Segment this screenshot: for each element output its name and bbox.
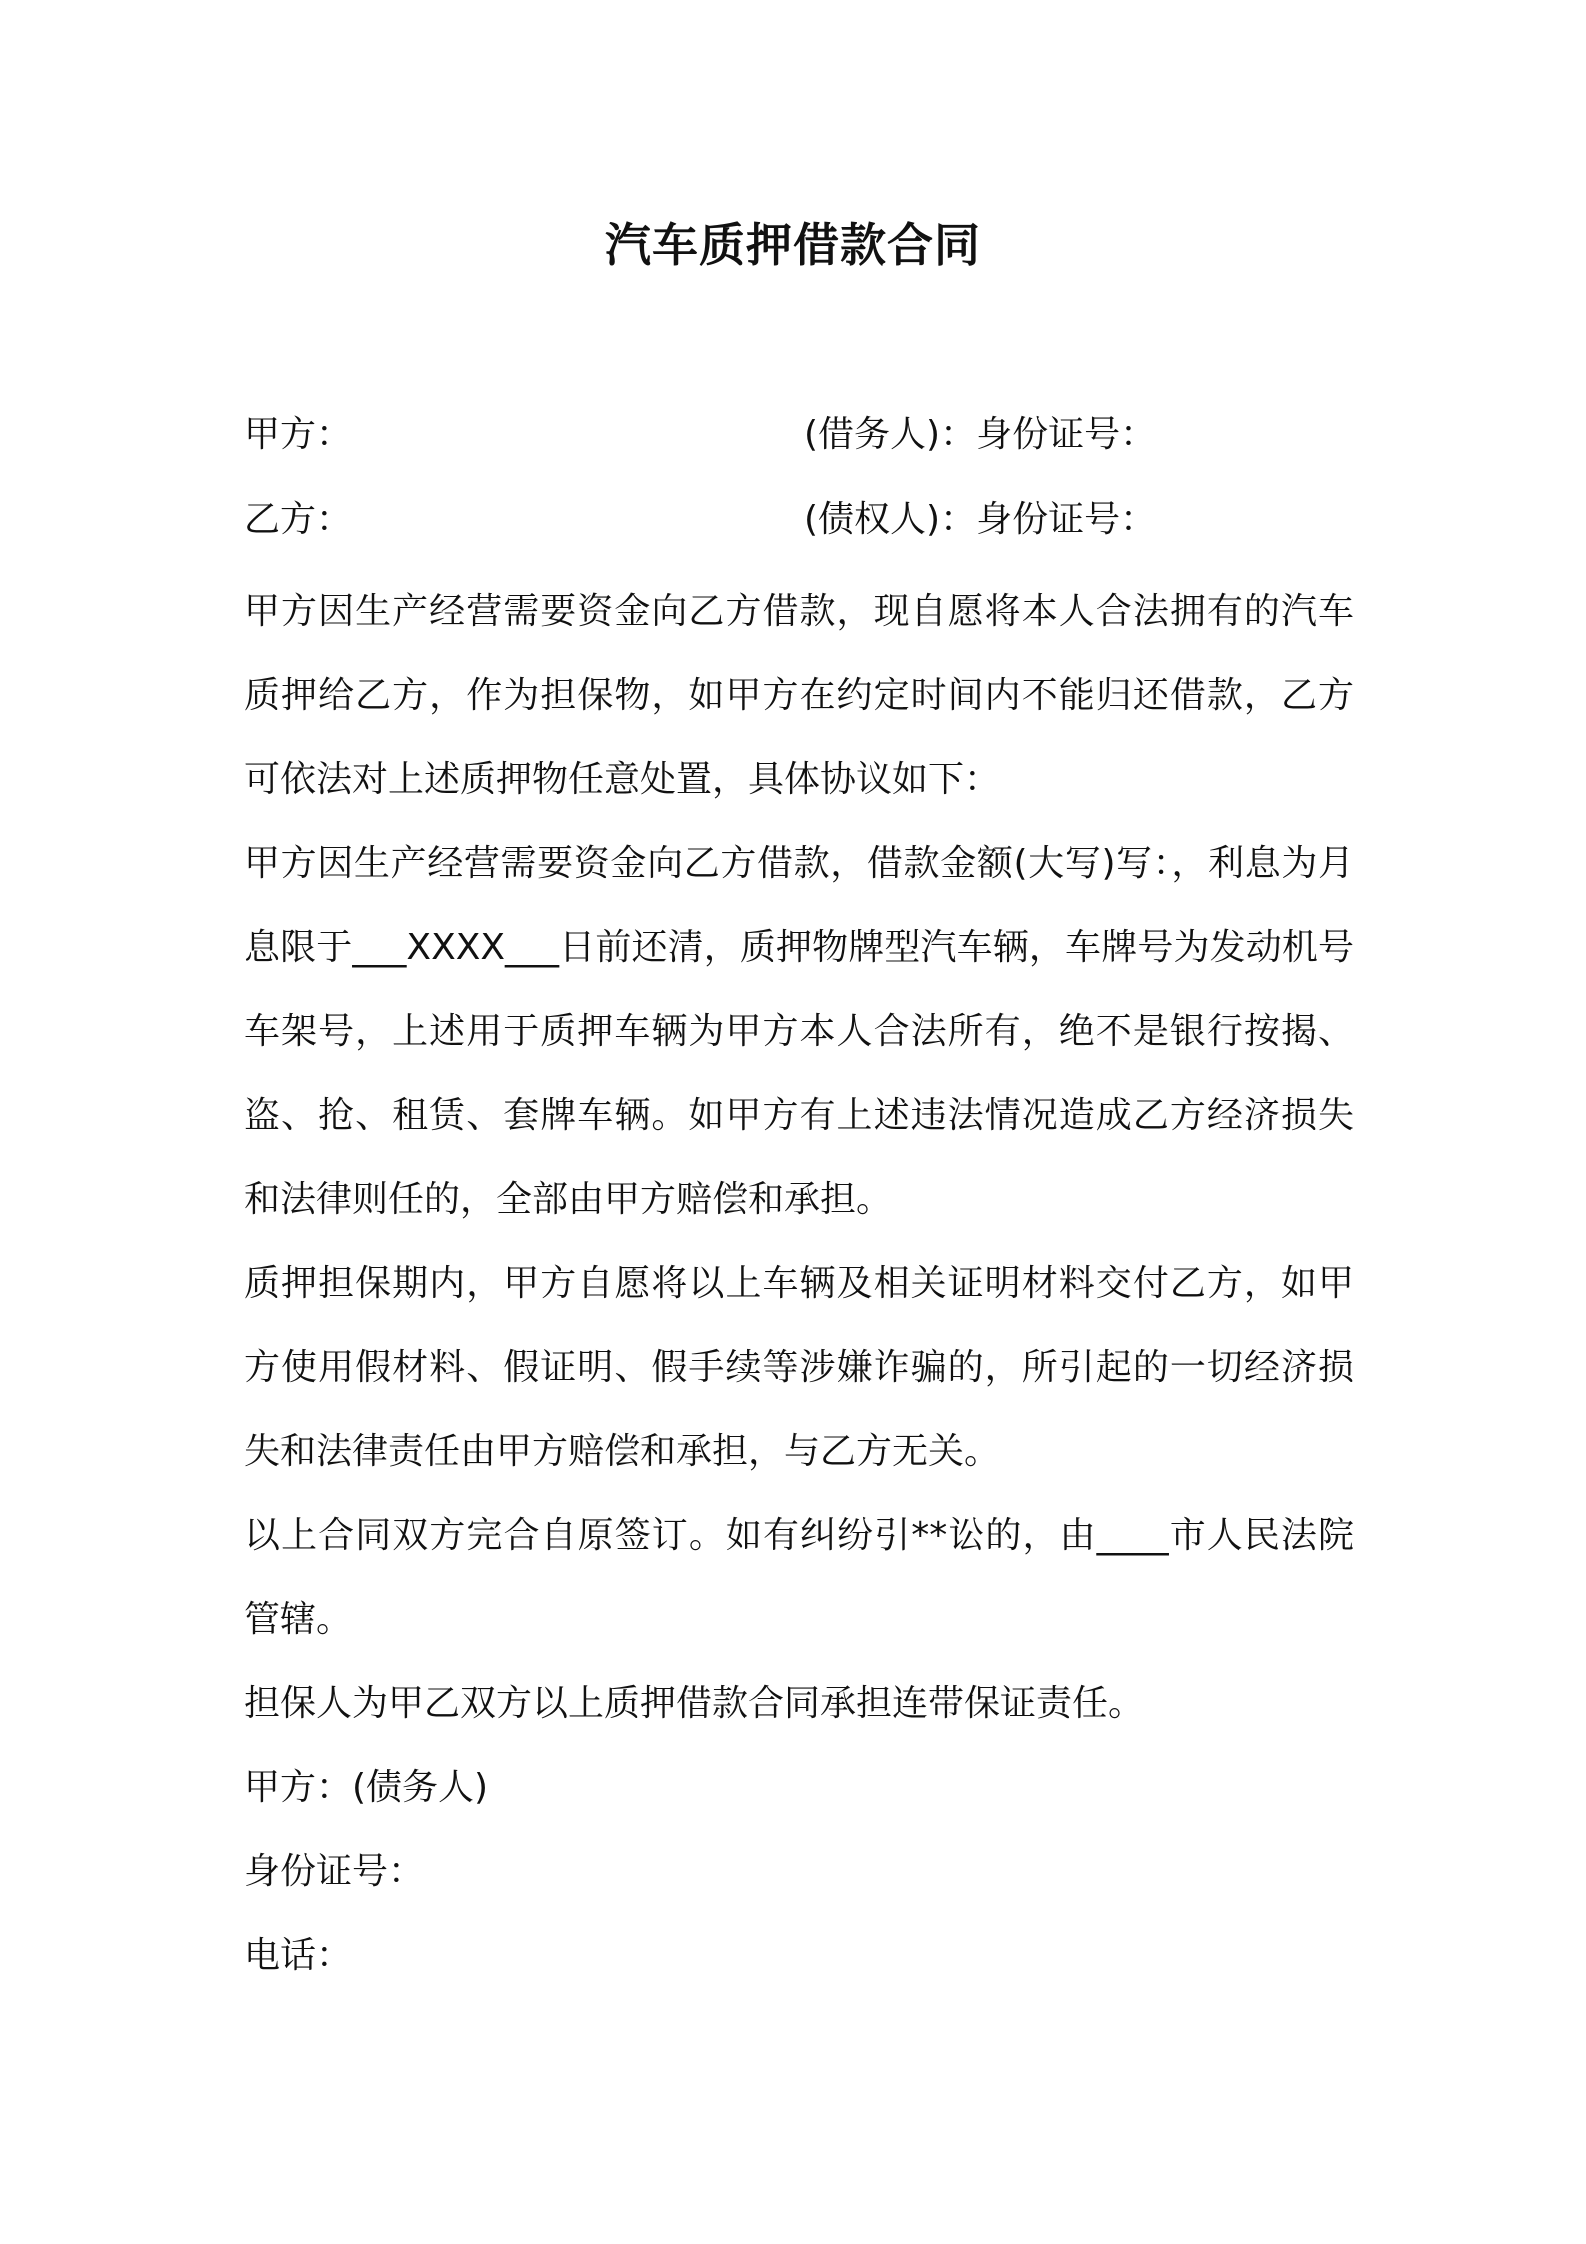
paragraph-intro: 甲方因生产经营需要资金向乙方借款，现自愿将本人合法拥有的汽车质押给乙方，作为担保物，如甲方在约定时间内不能归还借款，乙方可依法对上述质押物任意处置，具体协议如下： bbox=[244, 591, 1354, 800]
paragraph-guarantor: 担保人为甲乙双方以上质押借款合同承担连带保证责任。 bbox=[244, 1683, 1145, 1724]
paragraph-loan-terms: 甲方因生产经营需要资金向乙方借款，借款金额(大写)写：，利息为月息限于___XXXX___日前还清，质押物牌型汽车辆，车牌号为发动机号车架号，上述用于质押车辆为甲方本人合法所有，绝不是银行按揭、盗、抢、租赁、套牌车辆。如甲方有上述违法情况造成乙方经济损失和法律则任的，全部由甲方赔偿和承担。 bbox=[244, 843, 1354, 1220]
party-a-role-id: (借务人)：身份证号： bbox=[804, 414, 1157, 455]
party-b-row bbox=[244, 490, 1364, 550]
party-b-label: 乙方： bbox=[244, 499, 353, 540]
document-title: 汽车质押借款合同 bbox=[605, 218, 981, 272]
paragraph-pledge-period: 质押担保期内，甲方自愿将以上车辆及相关证明材料交付乙方，如甲方使用假材料、假证明、假手续等涉嫌诈骗的，所引起的一切经济损失和法律责任由甲方赔偿和承担，与乙方无关。 bbox=[244, 1263, 1354, 1472]
party-b-role-id: (债权人)：身份证号： bbox=[804, 499, 1157, 540]
signature-id-number: 身份证号： bbox=[244, 1851, 425, 1892]
signature-party-a: 甲方：(债务人) bbox=[244, 1767, 489, 1808]
party-a-label: 甲方： bbox=[244, 414, 353, 455]
party-a-row bbox=[244, 405, 1364, 465]
signature-phone: 电话： bbox=[244, 1935, 353, 1976]
contract-body bbox=[244, 570, 1354, 1998]
paragraph-jurisdiction: 以上合同双方完合自原签订。如有纠纷引**讼的，由____市人民法院管辖。 bbox=[244, 1515, 1354, 1640]
